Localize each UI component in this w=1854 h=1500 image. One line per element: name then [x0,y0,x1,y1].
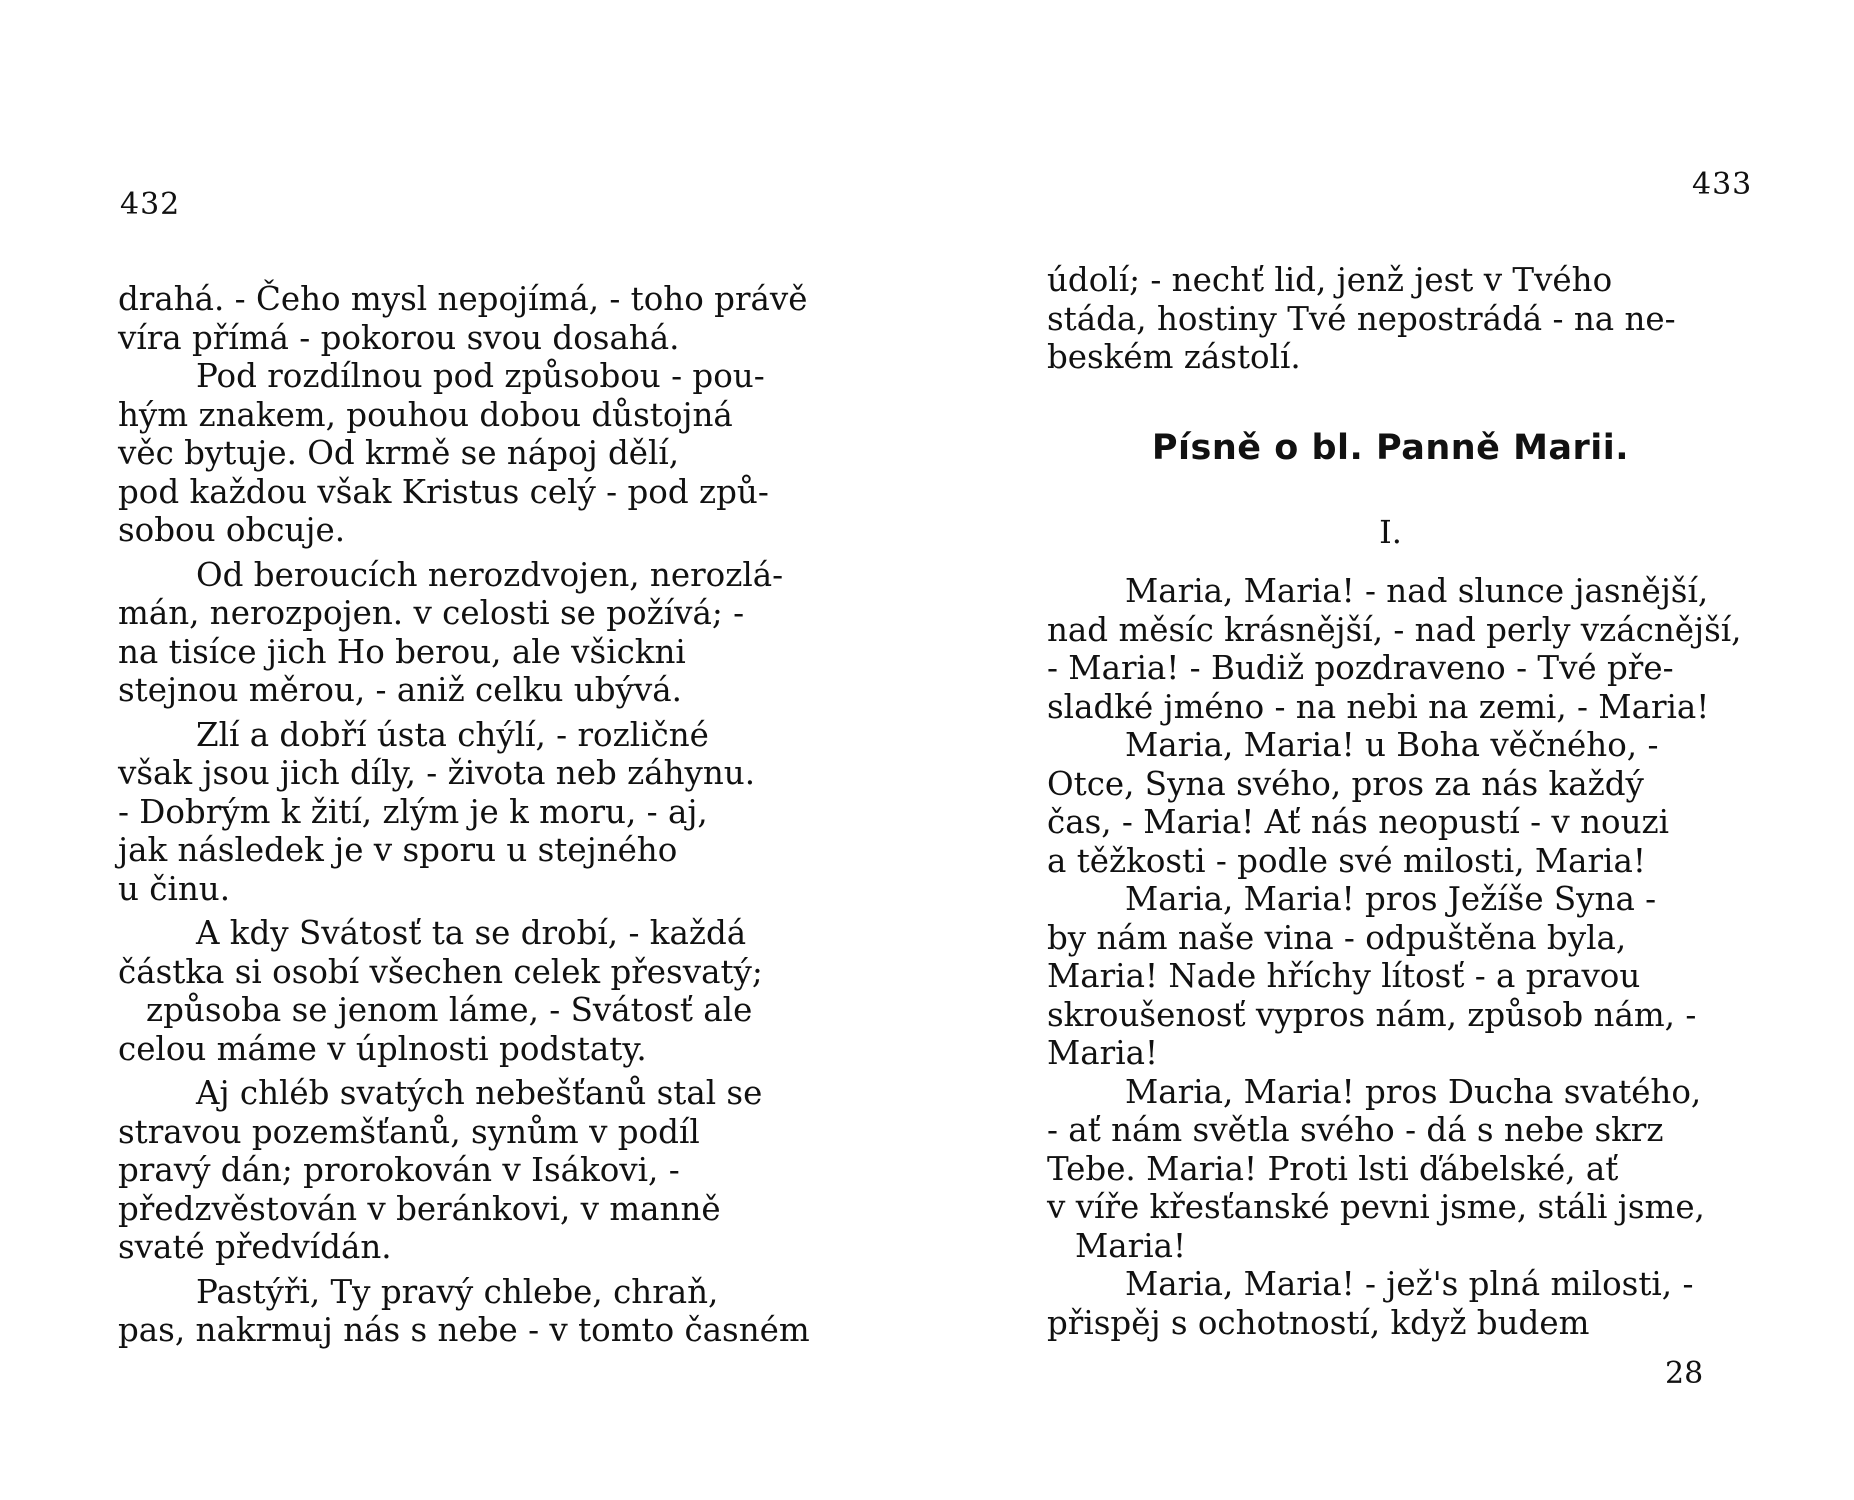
text-line: beském zástolí. [1047,338,1301,376]
verse-line: čas, - Maria! Ať nás neopustí - v nouzi [1047,803,1670,841]
text-line: způsoba se jenom láme, - Svátosť ale [146,991,753,1029]
verse-line: přispěj s ochotností, když budem [1047,1303,1590,1342]
text-line: částka si osobí všechen celek přesvatý; [118,952,763,991]
verse-line: Otce, Syna svého, pros za nás každý [1047,764,1644,803]
verse-line: a těžkosti - podle své milosti, Maria! [1047,841,1646,880]
text-line: stejnou měrou, - aniž celku ubývá. [118,671,682,709]
verse-line: Maria! [1075,1226,1187,1265]
text-line: jak následek je v sporu u stejného [118,831,678,869]
verse-block [1047,572,1741,1342]
text-line: Zlí a dobří ústa chýlí, - rozličné [196,715,709,754]
text-line: A kdy Svátosť ta se drobí, - každá [196,914,747,952]
signature-mark: 28 [1665,1356,1704,1391]
left-page-number: 432 [120,187,181,222]
right-page [927,0,1854,1500]
verse-line: - ať nám světla svého - dá s nebe skrz [1047,1111,1664,1149]
text-line: Aj chléb svatých nebešťanů stal se [196,1074,763,1112]
text-line: svaté předvídán. [118,1228,392,1266]
verse-line: Tebe. Maria! Proti lsti ďábelské, ať [1047,1149,1619,1188]
verse-line: by nám naše vina - odpuštěna byla, [1047,918,1627,957]
text-line: - Dobrým k žití, zlým je k moru, - aj, [118,792,708,831]
verse-line: Maria, Maria! - jež's plná milosti, - [1125,1265,1694,1303]
text-line: stravou pozemšťanů, synům v podíl [118,1112,700,1151]
verse-line: Maria, Maria! pros Ježíše Syna - [1125,880,1657,918]
text-line: pas, nakrmuj nás s nebe - v tomto časném [118,1311,810,1349]
text-line: údolí; - nechť lid, jenž jest v Tvého [1047,261,1613,299]
verse-line: Maria! [1047,1034,1159,1072]
section-heading: Písně o bl. Panně Marii. [1151,428,1630,468]
text-line: pod každou však Kristus celý - pod způ- [118,472,769,511]
text-line: celou máme v úplnosti podstaty. [118,1029,647,1068]
section-number: I. [1379,513,1402,551]
verse-line: v víře křesťanské pevni jsme, stáli jsme, [1047,1188,1705,1226]
verse-line: Maria! Nade hříchy lítosť - a pravou [1047,957,1641,995]
text-line: věc bytuje. Od krmě se nápoj dělí, [118,434,680,472]
verse-line: - Maria! - Budiž pozdraveno - Tvé pře- [1047,649,1674,687]
text-line: hým znakem, pouhou dobou důstojná [118,395,733,434]
text-line: pravý dán; prorokován v Isákovi, - [118,1151,680,1189]
text-line: předzvěstován v beránkovi, v manně [118,1189,721,1228]
text-line: Pastýři, Ty pravý chlebe, chraň, [196,1272,719,1311]
verse-line: sladké jméno - na nebi na zemi, - Maria! [1047,687,1710,726]
text-line: mán, nerozpojen. v celosti se požívá; - [118,594,745,632]
verse-line: Maria, Maria! u Boha věčného, - [1125,726,1659,764]
text-line: sobou obcuje. [118,511,346,549]
left-page-text [118,280,818,1350]
verse-line: nad měsíc krásnější, - nad perly vzácnější, [1047,610,1742,649]
right-page-intro [1047,261,1747,377]
text-line: Pod rozdílnou pod způsobou - pou- [196,357,765,395]
text-line: Od beroucích nerozdvojen, nerozlá- [196,555,784,594]
text-line: na tisíce jich Ho berou, ale všickni [118,632,686,671]
text-line: drahá. - Čeho mysl nepojímá, - toho právě [118,280,808,318]
right-page-number: 433 [1692,167,1753,202]
text-line: stáda, hostiny Tvé nepostrádá - na ne- [1047,299,1676,338]
verse-line: Maria, Maria! pros Ducha svatého, [1125,1072,1702,1111]
text-line: u činu. [118,869,231,908]
text-line: víra přímá - pokorou svou dosahá. [118,318,680,357]
verse-line: Maria, Maria! - nad slunce jasnější, [1125,572,1709,610]
verse-line: skroušenosť vypros nám, způsob nám, - [1047,995,1697,1034]
text-line: však jsou jich díly, - života neb záhynu. [118,754,756,792]
